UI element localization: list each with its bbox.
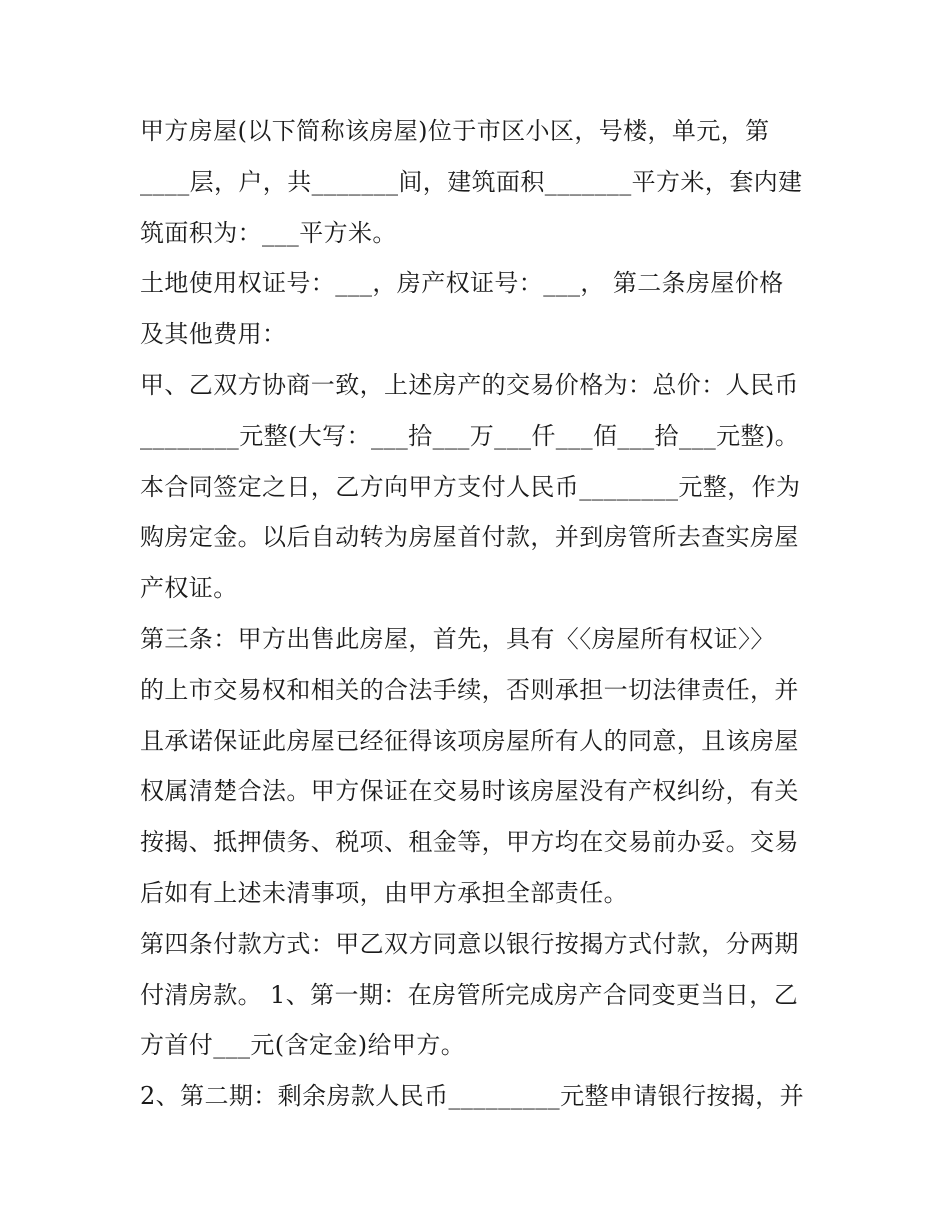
text-line: 付清房款。 1、第一期：在房管所完成房产合同变更当日，乙 [140, 980, 799, 1009]
text-line: ________元整(大写：___拾___万___仟___佰___拾___元整)。 [140, 421, 800, 450]
text-line: 权属清楚合法。甲方保证在交易时该房屋没有产权纠纷，有关 [140, 777, 799, 806]
text-line: 筑面积为：___平方米。 [140, 218, 397, 247]
text-line: 且承诺保证此房屋已经征得该项房屋所有人的同意，且该房屋 [140, 726, 799, 755]
text-line: 土地使用权证号：___，房产权证号：___， 第二条房屋价格 [140, 269, 784, 298]
text-line: 后如有上述未清事项，由甲方承担全部责任。 [140, 878, 628, 907]
text-line: 甲方房屋(以下简称该房屋)位于市区小区，号楼，单元，第 [140, 117, 770, 145]
text-line: ____层，户，共_______间，建筑面积_______平方米，套内建 [140, 167, 803, 196]
contract-text [140, 106, 820, 1122]
text-line: 2、第二期：剩余房款人民币_________元整申请银行按揭，并 [140, 1082, 805, 1111]
text-line: 甲、乙双方协商一致，上述房产的交易价格为：总价：人民币 [140, 370, 799, 399]
text-line: 本合同签定之日，乙方向甲方支付人民币________元整，作为 [140, 472, 801, 501]
text-line: 购房定金。以后自动转为房屋首付款，并到房管所去查实房屋 [140, 523, 799, 552]
text-line: 按揭、抵押债务、税项、租金等，甲方均在交易前办妥。交易 [140, 828, 799, 857]
text-line: 及其他费用： [140, 320, 287, 349]
text-line: 方首付___元(含定金)给甲方。 [140, 1031, 466, 1060]
text-line: 第四条付款方式：甲乙双方同意以银行按揭方式付款，分两期 [140, 929, 799, 958]
text-line: 的上市交易权和相关的合法手续，否则承担一切法律责任，并 [140, 675, 799, 704]
text-line: 第三条：甲方出售此房屋，首先，具有〈〈房屋所有权证〉〉 [140, 624, 775, 653]
text-line: 产权证。 [140, 574, 238, 603]
